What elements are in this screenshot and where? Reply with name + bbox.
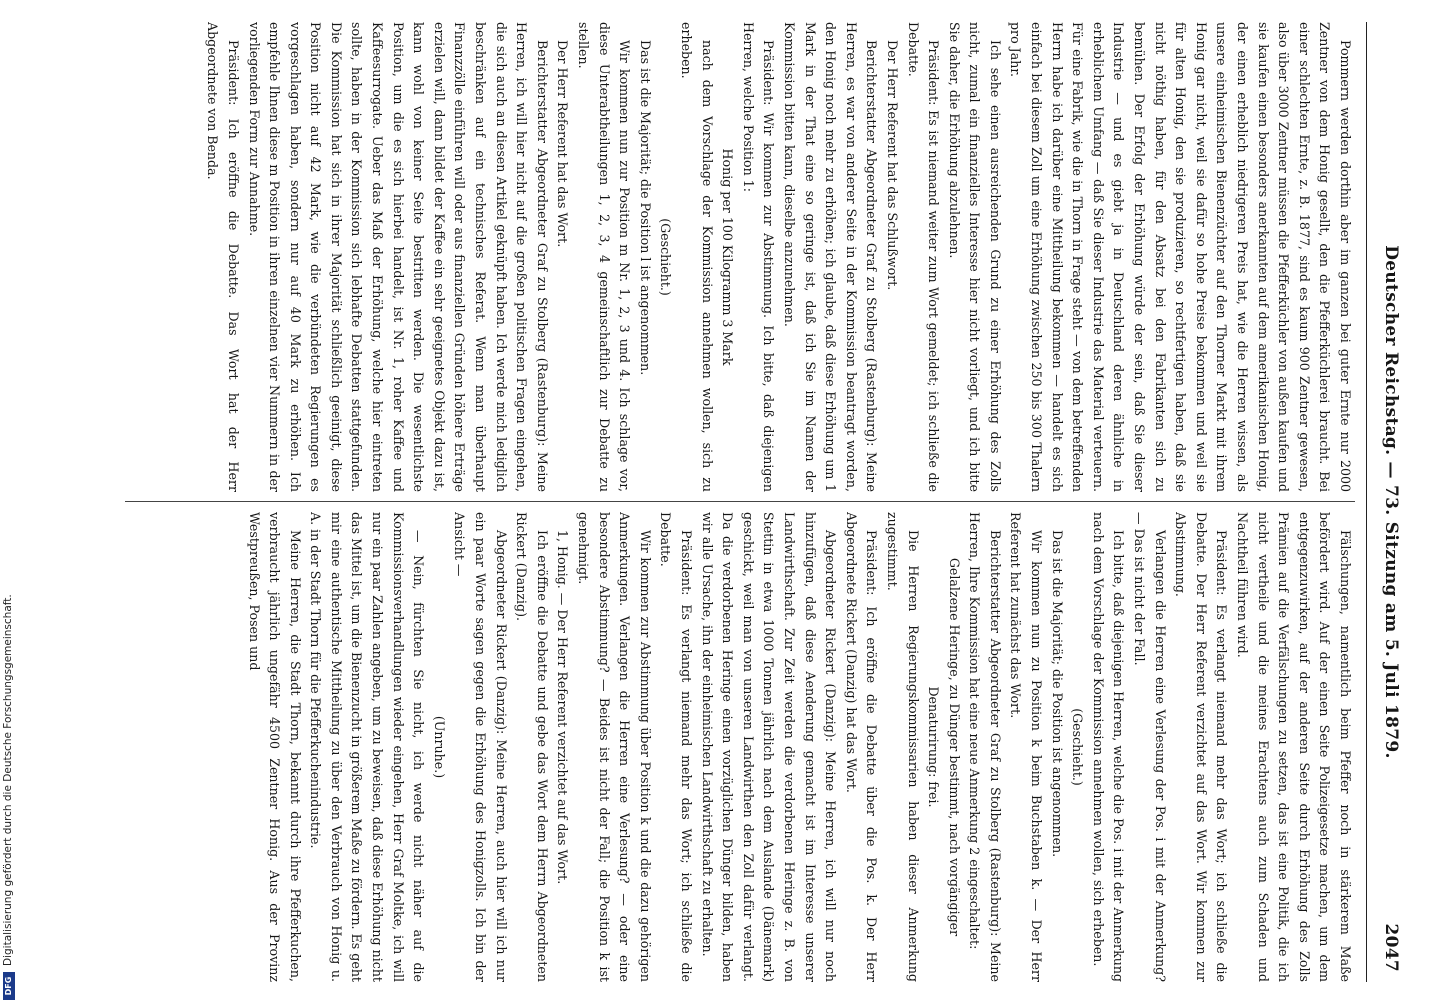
paragraph: Berichterstatter Abgeordneter Graf zu Stolberg (Rastenburg): Meine Herren, es war von anderer Seite in der Kommission beantragt worden, den Honig noch mehr zu erhöhen; ich glaube, daß diese Erhöhung um 1 Mark in der That eine so geringe ist, daß ich Sie im Namen der Kommission bitten kann, dieselbe anzunehmen. xyxy=(781,22,880,492)
paragraph: Präsident: Es ist niemand weiter zum Wort gemeldet; ich schließe die Debatte. xyxy=(905,22,942,492)
paragraph: Präsident: Ich eröffne die Debatte. Das Wort hat der Herr Abgeordnete von Benda. xyxy=(205,22,241,492)
paragraph: Das ist die Majorität; die Position l ist angenommen. xyxy=(637,40,653,376)
paragraph: Verlangen die Herren eine Verlesung der Pos. i mit der Anmerkung? — Das ist nicht der Fall. xyxy=(1132,512,1168,982)
paragraph: Wir kommen zur Abstimmung über Position k und die dazu gehörigen Anmerkungen. Verlangen die Herren eine Verlesung? — oder eine besondere Abstimmung? — Beides ist nicht der Fall; die Position k ist genehmigt. xyxy=(576,512,653,982)
digitization-credit xyxy=(2,0,16,1000)
paragraph: Ich eröffne die Debatte und gebe das Wort dem Herrn Abgeordneten Rickert (Danzig). xyxy=(514,512,550,982)
paragraph: (Geschieht.) xyxy=(1070,708,1086,786)
page-header xyxy=(1371,22,1407,982)
paragraph: (Geschieht.) xyxy=(658,218,674,296)
paragraph: Präsident: Ich eröffne die Debatte über die Pos. k. Der Herr Abgeordnete Rickert (Danzig) hat das Wort. xyxy=(843,512,880,982)
paragraph: Fälschungen, namentlich beim Pfeffer noch in stärkerem Maße befördert wird. Auf der einen Seite Polizeigesetze machen, um dem entgegenzuwirken, auf der anderen Seite durch Erhöhung des Zolls Prämien auf die Verfälschungen zu setzen, das ist eine Politik, die ich nicht vertheile und die meines Erachtens auch zum Schaden und Nachtheil führen wird. xyxy=(1235,512,1353,982)
paragraph: (Unruhe.) xyxy=(431,715,447,779)
paragraph: Meine Herren, die Stadt Thorn, bekannt durch ihre Pfefferkuchen, verbraucht jährlich ungefähr 4500 Zentner Honig. Aus der Provinz Westpreußen, Posen und xyxy=(246,512,303,982)
paragraph: Abgeordneter Rickert (Danzig): Meine Herren, ich will nur noch hinzufügen, daß diese Aenderung gemacht ist im Interesse unserer Landwirthschaft. Zur Zeit werden die verdorbenen Heringe z. B. von Stettin in etwa 1000 Tonnen jährlich nach dem Auslande (Dänemark) geschickt, weil man von unseren Landwirthen den Zoll dafür verlangt. Da die verdorbenen Heringe einen vorzüglichen Dünger bilden, haben wir alle Ursache, ihn der einheimischen Landwirthschaft zu erhalten. xyxy=(699,512,839,982)
paragraph: Das ist die Majorität; die Position ist angenommen. xyxy=(1049,530,1065,858)
paragraph: Berichterstatter Abgeordneter Graf zu Stolberg (Rastenburg): Meine Herren, Ihre Kommission hat eine neue Anmerkung 2 eingeschaltet: xyxy=(967,512,1003,982)
column-divider xyxy=(125,501,1355,502)
paragraph: nach dem Vorschlage der Kommission annehmen wollen, sich zu erheben. xyxy=(679,22,715,492)
paragraph: Die Herren Regierungskommissarien haben dieser Anmerkung zugestimmt. xyxy=(884,512,921,982)
right-column xyxy=(125,512,1355,982)
paragraph: Wir kommen nun zur Position m Nr. 1, 2, 3 und 4. Ich schlage vor, diese Unterabtheilungen 1, 2, 3, 4 gemeinschaftlich zur Debatte zu stellen. xyxy=(576,22,633,492)
paragraph: Abgeordneter Rickert (Danzig): Meine Herren, auch hier will ich nur ein paar Worte sagen gegen die Erhöhung des Honigzolls. Ich bin der Ansicht — xyxy=(452,512,509,982)
paragraph: — Nein, fürchten Sie nicht, ich werde nicht näher auf die Kommissionsverhandlungen wieder eingehen, Herr Graf Moltke, ich will nur ein paar Zahlen angeben, um zu beweisen, daß diese Erhöhung nicht das Mittel ist, um die Bienenzucht in größerem Maße zu fördern. Es geht mir eine authentische Mittheilung zu über den Verbrauch von Honig u. A. in der Stadt Thorn für die Pfefferkuchenindustrie. xyxy=(308,512,427,982)
paragraph: Berichterstatter Abgeordneter Graf zu Stolberg (Rastenburg): Meine Herren, ich will hier nicht auf die großen politischen Fragen eingehen, die sich auch an diesen Artikel geknüpft haben. Ich werde mich lediglich beschränken auf ein technisches Referat. Wenn man überhaupt Finanzzölle einführen will oder aus finanziellen Gründen höhere Erträge erzielen will, dann bildet der Kaffee ein sehr geeignetes Objekt dazu ist, kann wohl von keiner Seite bestritten werden. Die wesentlichste Position, um die es sich hierbei handelt, ist Nr. 1, roher Kaffee und Kaffeesurrogate. Ueber das Maß der Erhöhung, welche hier eintreten sollte, haben in der Kommission sich lebhafte Debatten stattgefunden. Die Kommission hat sich in ihrer Majorität schließlich geeinigt, diese Position nicht auf 42 Mark, wie die verbündeten Regierungen es vorgeschlagen haben, sondern nur auf 40 Mark zu erhöhen. Ich empfehle Ihnen diese m Position in ihren einzelnen vier Nummern in der vorliegenden Form zur Annahme. xyxy=(246,22,550,492)
left-column xyxy=(125,22,1355,492)
paragraph: Honig per 100 Kilogramm 3 Mark xyxy=(720,148,736,366)
paragraph: Pommern werden dorthin aber im ganzen bei guter Ernte nur 2000 Zentner von dem Honig gesellt, den die Pfefferküchlerei braucht. Bei einer schlechten Ernte, z. B. 1877, sind es kaum 900 Zentner gewesen, also über 3000 Zentner müssen die Pfefferküchler von außen kaufen und sie kaufen einen besonders anerkannten auf dem amerikanischen Honig, der einen erheblich niedrigeren Preis hat, wie die Herren wissen, als unsere einheimischen Bienenzüchter auf den Thorner Markt mit ihrem Honig gar nicht, weil sie dafür so hohe Preise bekommen und weil sie für alten Honig, den sie produzieren, so rechtfertigen haben, daß sie nicht nöthig haben, für den Absatz bei den Fabrikanten sich zu bemühen. Der Erfolg der Erhöhung würde der sein, daß Sie dieser Industrie — und es giebt ja in Deutschland deren ähnliche in erheblichem Umfang — daß Sie dieser Industrie das Material verteuern. Für eine Fabrik, wie die in Thorn in Frage steht — von dem betreffenden Herrn habe ich darüber eine Mittheilung bekommen — handelt es sich einfach bei diesem Zoll um eine Erhöhung zwischen 250 bis 300 Thalern pro Jahr. xyxy=(1008,22,1353,492)
paragraph: Gelalzene Heringe, zu Dünger bestimmt, nach vorgängiger Denaturirung: frei. xyxy=(926,557,962,937)
paragraph: Ich bitte, daß diejenigen Herren, welche die Pos. i mit der Anmerkung nach dem Vorschlage der Kommission annehmen wollen, sich erheben. xyxy=(1090,512,1127,982)
paragraph: Präsident: Wir kommen zur Abstimmung. Ich bitte, daß diejenigen Herren, welche Position 1: xyxy=(740,22,777,492)
page-number: 2047 xyxy=(1381,923,1401,972)
paragraph: Der Herr Referent hat das Schlußwort. xyxy=(884,40,900,291)
credit-text: Digitalisierung gefördert durch die Deutsche Forschungsgemeinschaft. xyxy=(2,594,14,966)
paragraph: 1, Honig. — Der Herr Referent verzichtet auf das Wort. xyxy=(555,530,571,885)
paragraph: Wir kommen nun zu Position k beim Buchstaben k. — Der Herr Referent hat zunächst das Wort. xyxy=(1008,512,1045,982)
dfg-logo: DFG xyxy=(3,972,15,1000)
header-rule xyxy=(1366,22,1367,982)
rotated-page-content xyxy=(107,22,1407,982)
paragraph: Der Herr Referent hat das Wort. xyxy=(555,40,571,248)
paragraph: Ich sehe einen ausreichenden Grund zu einer Erhöhung des Zolls nicht, zumal ein finanzielles Interesse hier nicht vorliegt, und ich bitte Sie daher, die Erhöhung abzulehnen. xyxy=(946,22,1003,492)
paragraph: Präsident: Es verlangt niemand mehr das Wort; ich schließe die Debatte. xyxy=(658,512,694,982)
paragraph: Präsident: Es verlangt niemand mehr das Wort; ich schließe die Debatte. Der Herr Referent verzichtet auf das Wort. Wir kommen zur Abstimmung. xyxy=(1173,512,1230,982)
header-title: Deutscher Reichstag. — 73. Sitzung am 5. Juli 1879. xyxy=(1381,245,1401,759)
